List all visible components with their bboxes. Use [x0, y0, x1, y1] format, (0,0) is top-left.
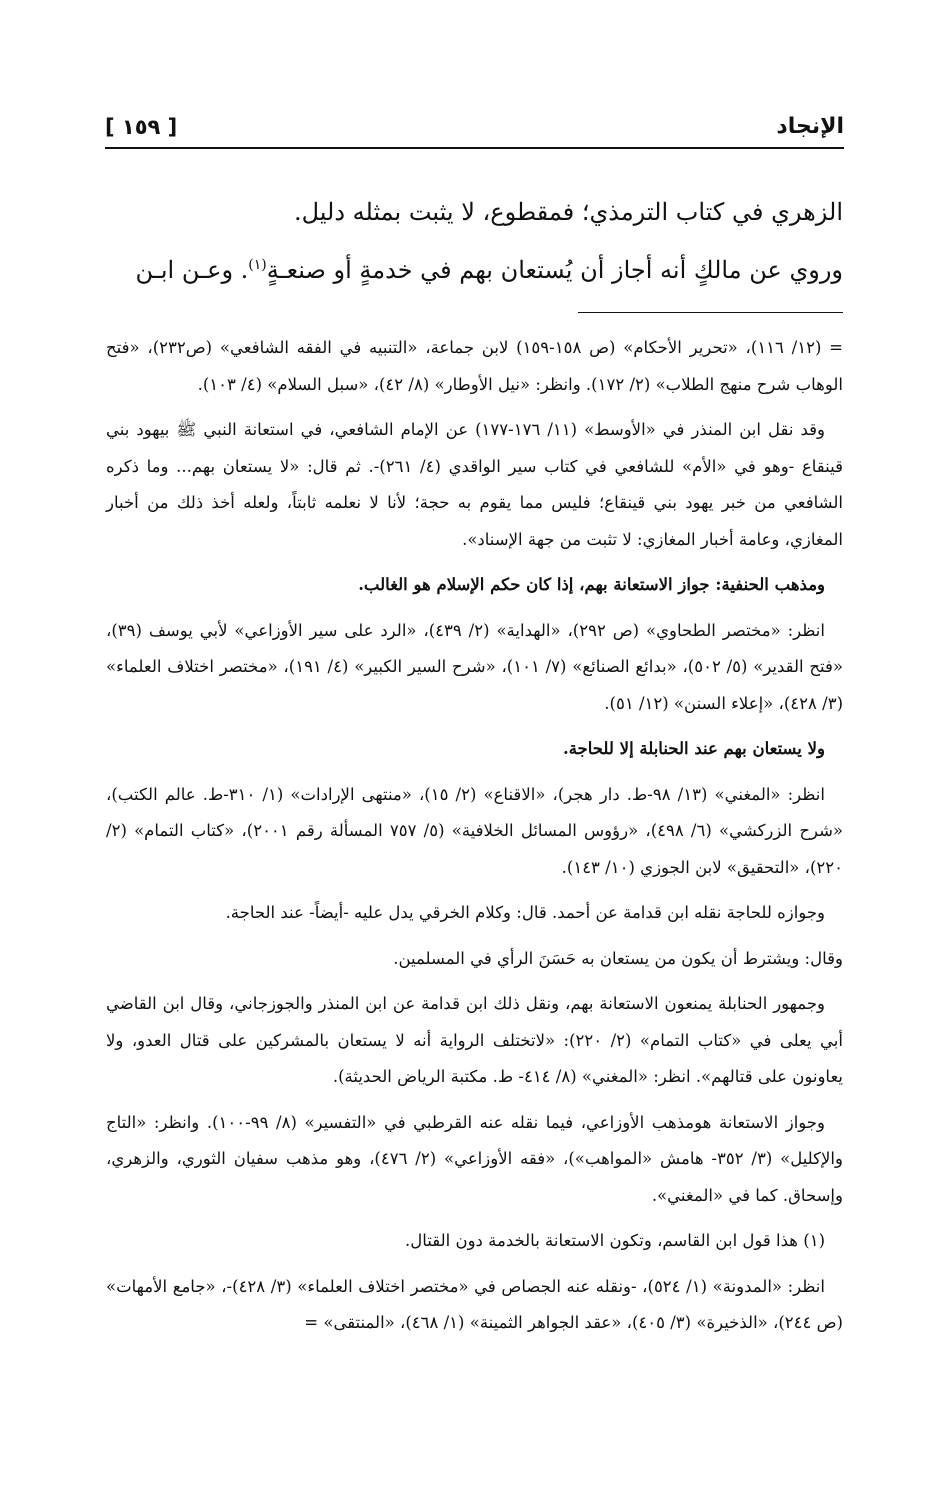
main-line-2-tail: . وعـن ابـن [135, 256, 249, 284]
main-line-2-text: وروي عن مالكٍ أنه أجاز أن يُستعان بهم في خدمةٍ أو صنعـةٍ [266, 256, 843, 284]
main-line-1: الزهري في كتاب الترمذي؛ فمقطوع، لا يثبت بمثله دليل. [293, 198, 843, 226]
footnotes [106, 330, 843, 1351]
footnote-hanbali-heading: ولا يستعان بهم عند الحنابلة إلا للحاجة. [562, 739, 825, 758]
footnote-ibn-qudama: وجوازه للحاجة نقله ابن قدامة عن أحمد. قال: وكلام الخرقي يدل عليه -أيضاً- عند الحاجة. [225, 903, 825, 922]
main-line-2 [106, 241, 843, 299]
page-header [105, 103, 844, 149]
footnote-ibn-mundhir: وقد نقل ابن المنذر في «الأوسط» (١١/ ١٧٦-١٧٧) عن الإمام الشافعي، في استعانة النبي ﷺ بيهود بني قينقاع -وهو في «الأم» للشافعي في كتاب سير الواقدي (٤/ ٢٦١)-. ثم قال: «لا يستعان بهم... وما ذكره الشافعي من خبر يهود بني قينقاع؛ فليس مما يقوم به حجة؛ لأنا لا نعلمه ثابتاً، ولعله أخذ ذلك من أخبار المغازي، وعامة أخبار المغازي: لا تثبت من جهة الإسناد». [106, 420, 843, 549]
running-title: الإنجاد [776, 114, 844, 139]
footnote-hanafi-refs: انظر: «مختصر الطحاوي» (ص ٢٩٢)، «الهداية» (٢/ ٤٣٩)، «الرد على سير الأوزاعي» لأبي يوسف (٣٩)، «فتح القدير» (٥/ ٥٠٢)، «بدائع الصنائع» (٧/ ١٠١)، «شرح السير الكبير» (٤/ ١٩١)، «مختصر اختلاف العلماء» (٣/ ٤٢٨)، «إعلاء السنن» (١٢/ ٥١). [106, 620, 844, 713]
footnote-hanbali-refs: انظر: «المغني» (١٣/ ٩٨-ط. دار هجر)، «الاقناع» (٢/ ١٥)، «منتهى الإرادات» (١/ ٣١٠-ط. عالم الكتب)، «شرح الزركشي» (٦/ ٤٩٨)، «رؤوس المسائل الخلافية» (٥/ ٧٥٧ المسألة رقم ٢٠٠١)، «كتاب التمام» (٢/ ٢٢٠)، «التحقيق» لابن الجوزي (١٠/ ١٤٣). [106, 784, 843, 877]
footnote-majority: وجمهور الحنابلة يمنعون الاستعانة بهم، ونقل ذلك ابن قدامة عن ابن المنذر والجوزجاني، وقال ابن القاضي أبي يعلى في «كتاب التمام» (٢/ ٢٢٠): «لاتختلف الرواية أنه لا يستعان بالمشركين على قتال العدو، ولا يعاونون على قتالهم». انظر: «المغني» (٨/ ٤١٤- ط. مكتبة الرياض الحديثة). [106, 994, 843, 1086]
footnote-reference[interactable]: (١) [248, 257, 267, 273]
footnote-separator [578, 312, 843, 313]
footnote-hanafi-heading: ومذهب الحنفية: جواز الاستعانة بهم، إذا كان حكم الإسلام هو الغالب. [358, 575, 825, 594]
footnote-continuation: = (١٢/ ١١٦)، «تحرير الأحكام» (ص ١٥٨-١٥٩) لابن جماعة، «التنبيه في الفقه الشافعي» (ص٢٣٢)، «فتح الوهاب شرح منهج الطلاب» (٢/ ١٧٢). وانظر: «نيل الأوطار» (٨/ ٤٢)، «سبل السلام» (٤/ ١٠٣). [106, 338, 843, 394]
page-number: [ ١٥٩ ] [105, 115, 178, 139]
footnote-mudawwana: انظر: «المدونة» (١/ ٥٢٤)، -ونقله عنه الجصاص في «مختصر اختلاف العلماء» (٣/ ٤٢٨)-، «جامع الأمهات» (ص ٢٤٤)، «الذخيرة» (٣/ ٤٠٥)، «عقد الجواهر الثمينة» (١/ ٤٦٨)، «المنتقى» = [106, 1276, 843, 1332]
footnote-awzai: وجواز الاستعانة هومذهب الأوزاعي، فيما نقله عنه القرطبي في «التفسير» (٨/ ٩٩-١٠٠). وانظر: «التاج والإكليل» (٣/ ٣٥٢- هامش «المواهب»)، «فقه الأوزاعي» (٢/ ٤٧٦)، وهو مذهب سفيان الثوري، والزهري، وإسحاق. كما في «المغني». [106, 1112, 843, 1205]
footnote-1: (١) هذا قول ابن القاسم، وتكون الاستعانة بالخدمة دون القتال. [405, 1231, 825, 1250]
footnote-condition: وقال: ويشترط أن يكون من يستعان به حَسَنَ الرأي في المسلمين. [393, 948, 843, 968]
main-text [106, 183, 843, 299]
